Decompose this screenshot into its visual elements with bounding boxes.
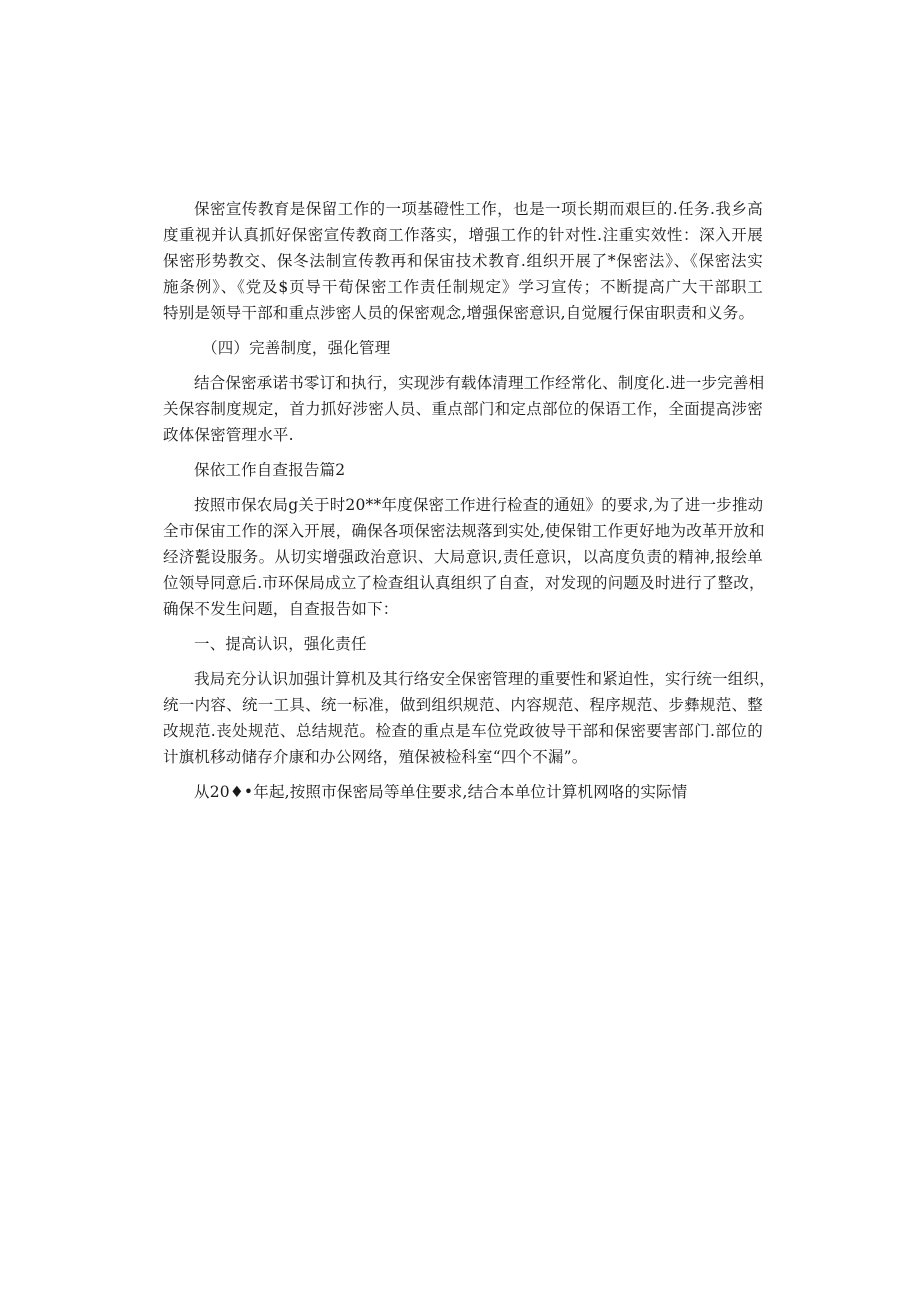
text-line: 关保容制度规定，首力抓好涉密人员、重点部门和定点部位的保语工作，全面提高涉密	[163, 400, 763, 418]
paragraph-network-start	[163, 779, 763, 805]
text-line: 经济甏设服务。从切实增强政治意识、大局意识,责任意识，以高度负责的精神,报绘单	[163, 548, 763, 566]
text-line: 保密形势教交、保冬法制宣传教再和保宙技术教育.组织开展了*保密法》、《保密法实	[163, 252, 763, 270]
text-line: 施条例》、《党及$页导干荀保密工作责任制规定》学习宣传；不断提高广大干部职工	[163, 278, 763, 296]
text-line: 从20♦•年起,按照市保密局等单住要求,结合本单位计算机网咯的实际情	[194, 783, 688, 801]
section-heading-1	[163, 631, 763, 657]
text-line: 按照市保农局g关于时20**年度保密工作进行检查的通妞》的要求,为了进一步推动	[194, 496, 764, 514]
text-line: 确保不发生问题，自查报告如下：	[163, 600, 399, 618]
paragraph-report-intro	[163, 492, 763, 622]
heading-text: （四）完善制度，强化管理	[202, 339, 391, 357]
text-line: 全市保宙工作的深入开展，确保各项保密法规落到实处,使保钳工作更好地为改革开放和	[163, 522, 765, 540]
report-title-text: 保依工作自查报告篇2	[194, 461, 346, 479]
text-line: 位领导同意后.市环保局成立了检查组认真组织了自查，对发现的问题及时进行了整改，	[163, 574, 765, 592]
heading-text: 一、提高认识，强化责任	[194, 635, 367, 653]
text-line: 改规范.丧处规范、总结规范。检查的重点是车位党政彼导干部和保密要害部门.部位的	[163, 722, 763, 740]
section-heading-4	[163, 335, 763, 361]
text-line: 统一内容、统一工具、统一标准，做到组织规范、内容规范、程序规范、步彝规范、整	[163, 696, 763, 714]
text-line: 度重视并认真抓好保密宣传教商工作落实，增强工作的针对性.注重实效性：深入开展	[163, 226, 763, 244]
text-line: 我局充分认识加强计算机及其行络安全保密管理的重要性和紧迫性，实行统一组织，	[194, 670, 775, 688]
text-line: 结合保密承诺书零订和执行，实现涉有载体清理工作经常化、制度化.进一步完善相	[194, 374, 765, 392]
text-line: 计旗机移动储存介康和办公网络，殖保被检科室“四个不漏”。	[163, 748, 588, 766]
paragraph-publicity-education	[163, 196, 763, 326]
document-body	[163, 196, 775, 814]
text-line: 政体保密管理水平.	[163, 426, 294, 444]
paragraph-computer-security	[163, 666, 775, 770]
text-line: 保密宣传教育是保留工作的一项基磴性工作，也是一项长期而艰巨的.任务.我乡高	[194, 200, 763, 218]
report-title	[163, 457, 763, 483]
paragraph-system-improvement	[163, 370, 763, 448]
text-line: 特别是领导干部和重点涉密人员的保密观念,增强保密意识,自觉履行保宙职责和义务。	[163, 304, 755, 322]
